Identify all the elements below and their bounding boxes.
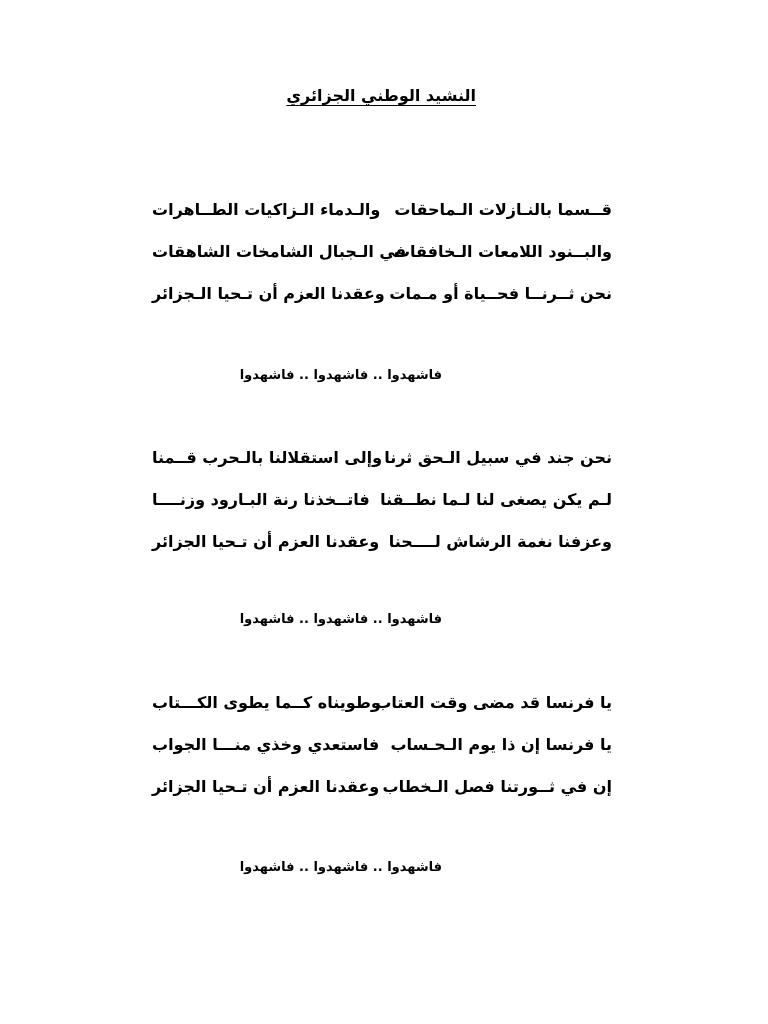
stanza-2 (152, 448, 612, 574)
refrain-2: فاشهدوا .. فاشهدوا .. فاشهدوا (239, 612, 442, 627)
verse-line (152, 777, 612, 819)
stanza-1 (152, 200, 612, 326)
verse-first-hemistich: قــسما بالنـازلات الـماحقات (394, 200, 612, 219)
verse-second-hemistich: وعقدنا العزم أن تـحيا الجزائر (152, 532, 380, 551)
verse-line (152, 490, 612, 532)
verse-second-hemistich: فاستعدي وخذي منـــا الجواب (152, 735, 380, 754)
verse-first-hemistich: إن في ثــورتنا فصل الـخطاب (382, 777, 612, 796)
verse-first-hemistich: نحن ثــرنــا فحــياة أو مـمات (389, 284, 612, 303)
verse-first-hemistich: وعزفنا نغمة الرشاش لــــحنا (388, 532, 612, 551)
refrain-1: فاشهدوا .. فاشهدوا .. فاشهدوا (239, 368, 442, 383)
refrain-3: فاشهدوا .. فاشهدوا .. فاشهدوا (239, 860, 442, 875)
verse-line (152, 532, 612, 574)
verse-line (152, 284, 612, 326)
verse-line (152, 242, 612, 284)
verse-line (152, 693, 612, 735)
verse-second-hemistich: والـدماء الـزاكيات الطــاهرات (152, 200, 381, 219)
verse-second-hemistich: وعقدنا العزم أن تـحيا الجزائر (152, 777, 380, 796)
verse-second-hemistich: في الـجبال الشامخات الشاهقات (152, 242, 407, 261)
verse-first-hemistich: والبــنود اللامعات الـخافقات (393, 242, 612, 261)
verse-line (152, 200, 612, 242)
verse-second-hemistich: وإلى استقلالنا بالـحرب قــمنا (152, 448, 383, 467)
stanza-3 (152, 693, 612, 819)
verse-first-hemistich: لـم يكن يصغى لنا لـما نطــقنا (380, 490, 612, 509)
page-title: النشيد الوطني الجزائري (286, 86, 476, 105)
verse-first-hemistich: يا فرنسا قد مضى وقت العتاب (375, 693, 612, 712)
verse-line (152, 448, 612, 490)
verse-second-hemistich: وعقدنا العزم أن تـحيا الـجزائر (152, 284, 385, 303)
verse-second-hemistich: وطويناه كــما يطوى الكـــتاب (152, 693, 381, 712)
verse-second-hemistich: فاتــخذنا رنة البـارود وزنــــا (152, 490, 370, 509)
verse-first-hemistich: يا فرنسا إن ذا يوم الـحـساب (390, 735, 612, 754)
verse-first-hemistich: نحن جند في سبيل الـحق ثرنا (384, 448, 612, 467)
verse-line (152, 735, 612, 777)
